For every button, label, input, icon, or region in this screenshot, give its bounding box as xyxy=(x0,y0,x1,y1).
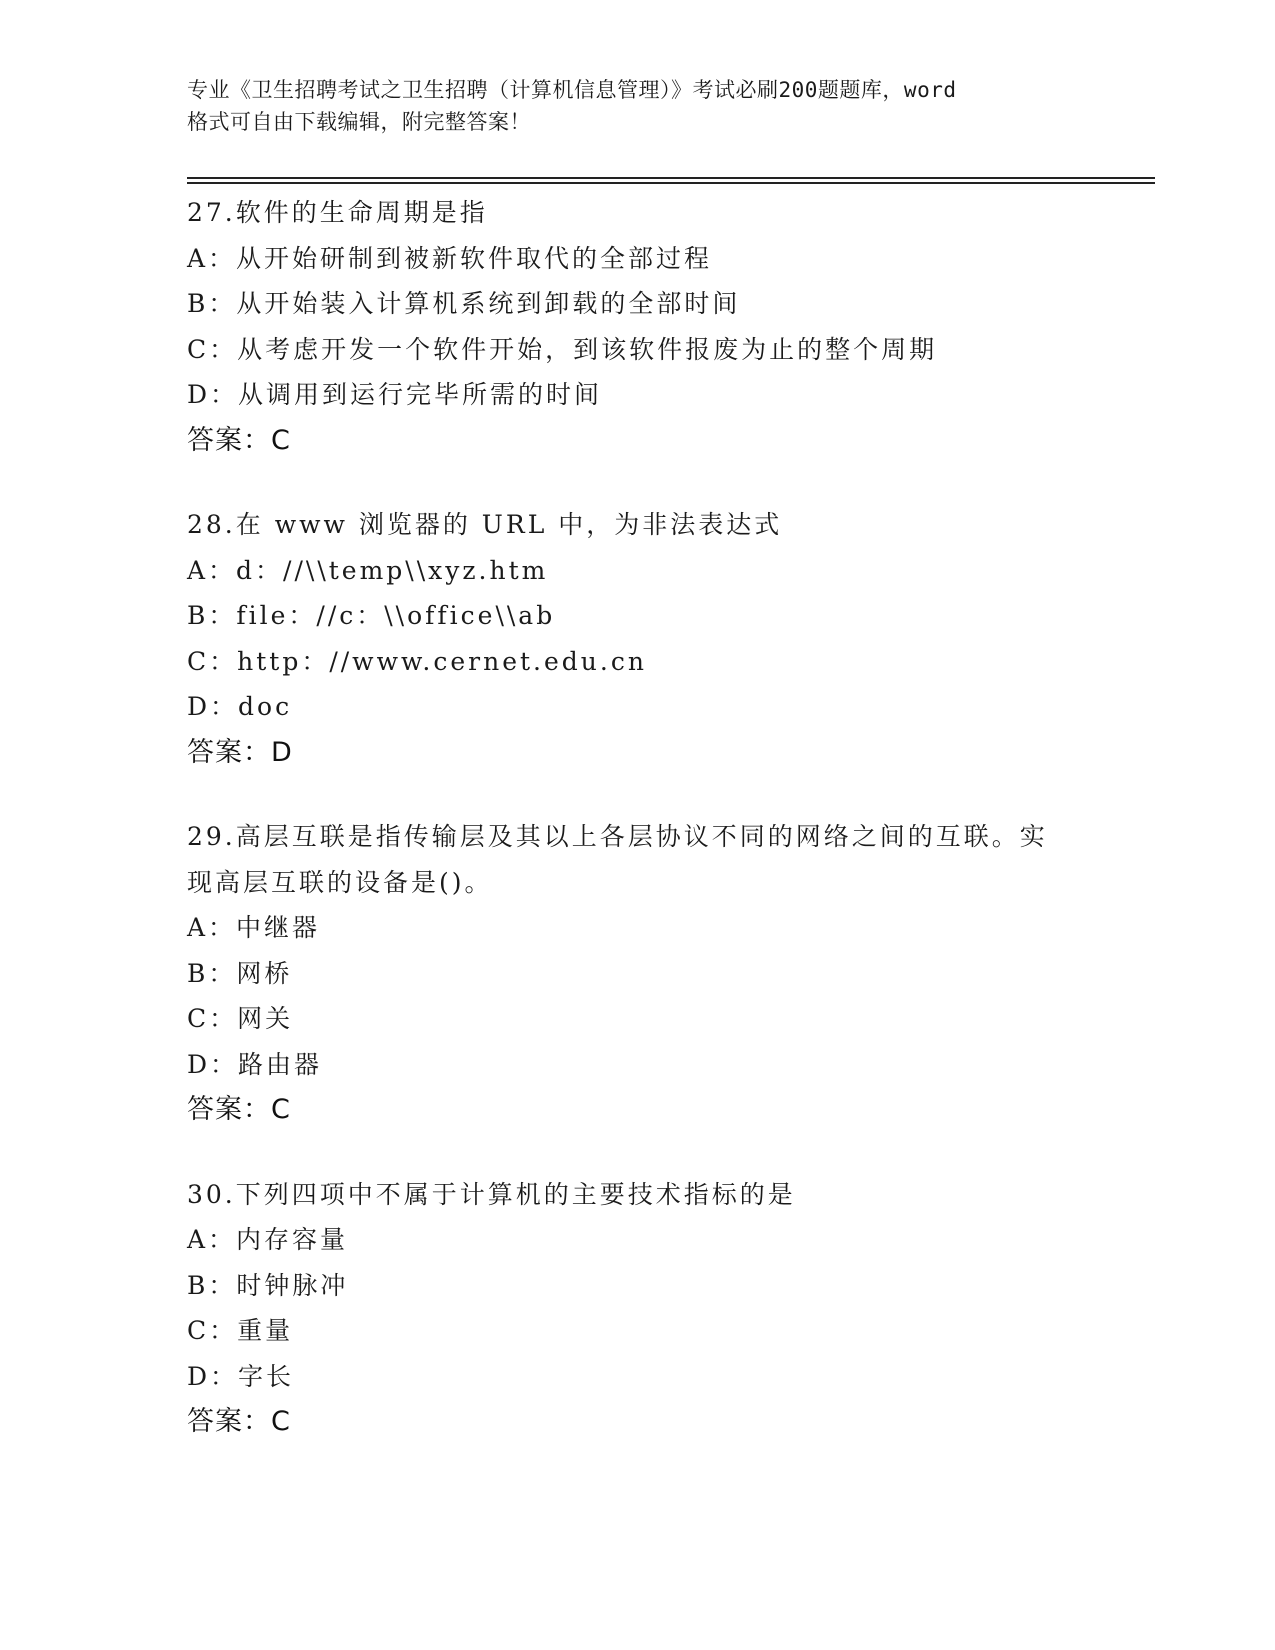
header-line-1: 专业《卫生招聘考试之卫生招聘（计算机信息管理）》考试必刷200题题库，word xyxy=(187,78,957,102)
question-stem: 28.在 www 浏览器的 URL 中，为非法表达式 xyxy=(187,510,783,539)
option-a: A：从开始研制到被新软件取代的全部过程 xyxy=(187,243,713,273)
option-b: B：时钟脉冲 xyxy=(187,1270,349,1300)
document-header xyxy=(187,74,1107,138)
option-b: B：file：//c：\\office\\ab xyxy=(187,601,556,630)
question-27 xyxy=(187,190,1147,463)
option-a: A：d：//\\temp\\xyz.htm xyxy=(187,555,549,585)
question-stem: 30.下列四项中不属于计算机的主要技术指标的是 xyxy=(187,1179,796,1209)
option-c: C：http：//www.cernet.edu.cn xyxy=(187,646,647,676)
option-b: B：网桥 xyxy=(187,958,293,988)
question-stem-continued: 现高层互联的设备是()。 xyxy=(187,867,493,897)
answer: 答案：C xyxy=(187,1094,291,1125)
answer: 答案：C xyxy=(187,424,291,456)
question-list xyxy=(187,190,1147,1445)
question-stem: 27.软件的生命周期是指 xyxy=(187,198,488,227)
option-a: A：内存容量 xyxy=(187,1225,349,1254)
option-d: D：doc xyxy=(187,692,293,721)
question-28 xyxy=(187,502,1147,775)
question-30 xyxy=(187,1172,1147,1445)
header-divider-bottom xyxy=(187,182,1155,184)
question-29 xyxy=(187,814,1147,1133)
option-c: C：重量 xyxy=(187,1316,294,1345)
answer: 答案：D xyxy=(187,736,293,768)
option-c: C：从考虑开发一个软件开始，到该软件报废为止的整个周期 xyxy=(187,334,938,364)
option-b: B：从开始装入计算机系统到卸载的全部时间 xyxy=(187,289,741,318)
question-stem: 29.高层互联是指传输层及其以上各层协议不同的网络之间的互联。实 xyxy=(187,822,1048,851)
option-d: D：路由器 xyxy=(187,1049,323,1079)
option-a: A：中继器 xyxy=(187,913,321,942)
answer: 答案：C xyxy=(187,1406,291,1437)
header-divider-top xyxy=(187,177,1155,179)
option-c: C：网关 xyxy=(187,1004,294,1033)
header-line-2: 格式可自由下载编辑，附完整答案！ xyxy=(187,110,531,134)
option-d: D：字长 xyxy=(187,1361,295,1391)
option-d: D：从调用到运行完毕所需的时间 xyxy=(187,380,603,409)
